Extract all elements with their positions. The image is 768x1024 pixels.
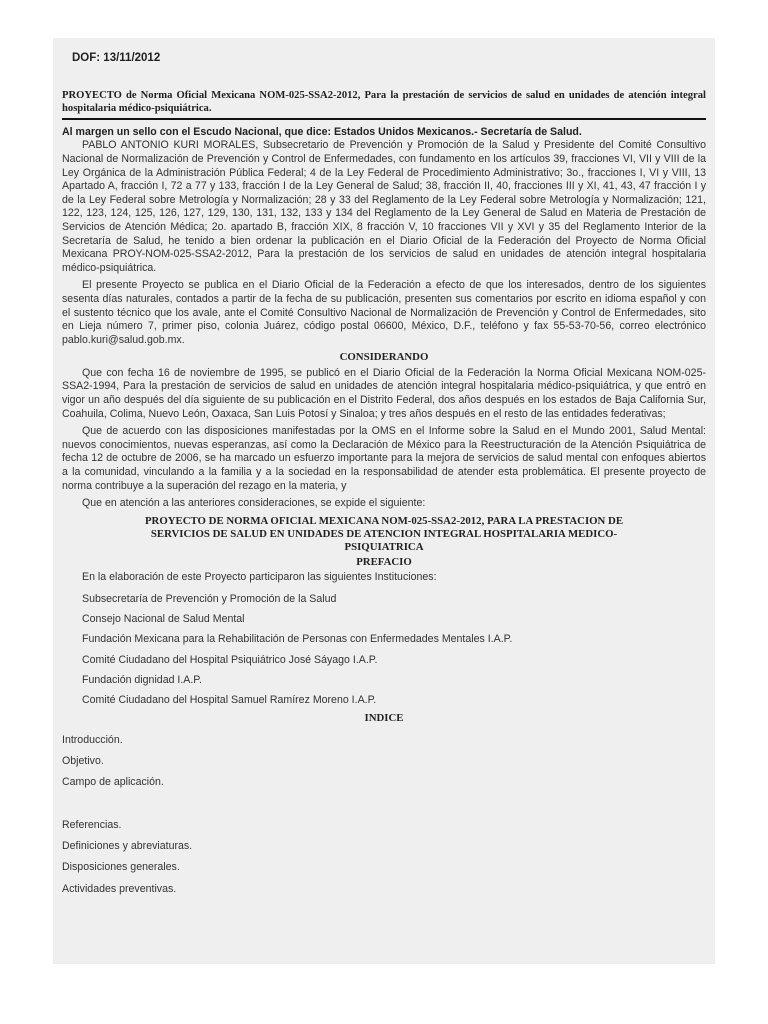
index-list bbox=[62, 730, 706, 900]
paragraph-kuri-morales: PABLO ANTONIO KURI MORALES, Subsecretario de Prevención y Promoción de la Salud y Presidente del Comité Consultivo Nacional de Normalización de Prevención y Control de Enfermedades, con fundamento en los artículos 39, fracciones VI, VII y VIII de la Ley Orgánica de la Administración Pública Federal; 4 de la Ley Federal de Procedimiento Administrativo; 3o., fracciones I, VI y VIII, 13 Apartado A, fracción I, 72 a 77 y 133, fracción I de la Ley General de Salud; 38, fracción II, 40, fracciones III y XI, 41, 43, 47 fracción I y de la Ley Federal sobre Metrología y Normalización; 28 y 33 del Reglamento de la Ley Federal sobre Metrología y Normalización; 121, 122, 123, 124, 125, 126, 127, 129, 130, 131, 132, 133 y 134 del Reglamento de la Ley General de Salud en Materia de Prestación de Servicios de Atención Médica; 2o. apartado B, fracción XIX, 8 fracción V, 10 fracciones VII y XVI y 35 del Reglamento Interior de la Secretaría de Salud, he tenido a bien ordenar la publicación en el Diario Oficial de la Federación del Proyecto de Norma Oficial Mexicana PROY-NOM-025-SSA2-2012, Para la prestación de los servicios de salud en unidades de atención integral hospitalaria médico-psiquiátrica. bbox=[62, 139, 706, 274]
institution-item: Consejo Nacional de Salud Mental bbox=[82, 613, 245, 626]
index-gap bbox=[62, 794, 706, 815]
index-item: Objetivo. bbox=[62, 755, 104, 768]
institution-item: Comité Ciudadano del Hospital Psiquiátrico José Sáyago I.A.P. bbox=[82, 653, 378, 666]
institution-item: Fundación Mexicana para la Rehabilitación de Personas con Enfermedades Mentales I.A.P. bbox=[82, 633, 513, 646]
index-item: Campo de aplicación. bbox=[62, 776, 164, 789]
document-page bbox=[53, 38, 715, 964]
paragraph-considerando-2: Que de acuerdo con las disposiciones manifestadas por la OMS en el Informe sobre la Salud en el Mundo 2001, Salud Mental: nuevos conocimientos, nuevas esperanzas, así como la Declaración de México para la Reestructuración de la Atención Psiquiátrica de fecha 12 de octubre de 2006, se ha marcado un esfuerzo importante para la mejora de servicios de salud mental con enfoques abiertos a la comunidad, vinculando a la familia y a la sociedad en la responsabilidad de atender esta problemática. El presente proyecto de norma contribuye a la superación del rezago en la materia, y bbox=[62, 425, 706, 492]
considerando-heading: CONSIDERANDO bbox=[339, 351, 429, 364]
paragraph-considerando-3: Que en atención a las anteriores consideraciones, se expide el siguiente: bbox=[82, 497, 426, 510]
institutions-list bbox=[62, 589, 706, 710]
norm-title: PROYECTO DE NORMA OFICIAL MEXICANA NOM-025-SSA2-2012, PARA LA PRESTACION DE SERVICIOS DE SALUD EN UNIDADES DE ATENCION INTEGRAL HOSPITALARIA MEDICO-PSIQUIATRICA bbox=[144, 514, 624, 553]
index-item: Definiciones y abreviaturas. bbox=[62, 840, 193, 852]
index-item: Actividades preventivas. bbox=[62, 882, 177, 895]
sello-line: Al margen un sello con el Escudo Nacional, que dice: Estados Unidos Mexicanos.- Secretaría de Salud. bbox=[62, 125, 582, 138]
indice-heading: INDICE bbox=[364, 712, 404, 725]
index-item: Disposiciones generales. bbox=[62, 861, 180, 874]
dof-date: DOF: 13/11/2012 bbox=[72, 52, 161, 64]
document-title: PROYECTO de Norma Oficial Mexicana NOM-025-SSA2-2012, Para la prestación de servicios de salud en unidades de atención integral hospitalaria médico-psiquiátrica. bbox=[62, 89, 706, 120]
prefacio-intro: En la elaboración de este Proyecto participaron las siguientes Instituciones: bbox=[82, 571, 437, 584]
institution-item: Comité Ciudadano del Hospital Samuel Ramírez Moreno I.A.P. bbox=[82, 694, 377, 707]
paragraph-considerando-1: Que con fecha 16 de noviembre de 1995, se publicó en el Diario Oficial de la Federación la Norma Oficial Mexicana NOM-025-SSA2-1994, Para la prestación de servicios de salud en unidades de atención integral hospitalaria médico-psiquiátrica, y que entró en vigor un año después del día siguiente de su publicación en el Distrito Federal, dos años después en los estados de Baja California Sur, Coahuila, Colima, Nuevo León, Oaxaca, San Luis Potosí y Sinaloa; y tres años después en el resto de las entidades federativas; bbox=[62, 366, 706, 420]
index-item: Introducción. bbox=[62, 733, 123, 746]
institution-item: Fundación dignidad I.A.P. bbox=[82, 673, 202, 686]
institution-item: Subsecretaría de Prevención y Promoción de la Salud bbox=[82, 593, 337, 605]
paragraph-publicacion: El presente Proyecto se publica en el Diario Oficial de la Federación a efecto de que los interesados, dentro de los siguientes sesenta días naturales, contados a partir de la fecha de su publicación, presenten sus comentarios por escrito en idioma español y con el sustento técnico que los avale, ante el Comité Consultivo Nacional de Normalización de Prevención y Control de Enfermedades, sito en Lieja número 7, primer piso, colonia Juárez, código postal 06600, México, D.F., teléfono y fax 55-53-70-56, correo electrónico pablo.kuri@salud.gob.mx. bbox=[62, 279, 706, 346]
index-item: Referencias. bbox=[62, 818, 122, 831]
prefacio-heading: PREFACIO bbox=[356, 555, 412, 568]
